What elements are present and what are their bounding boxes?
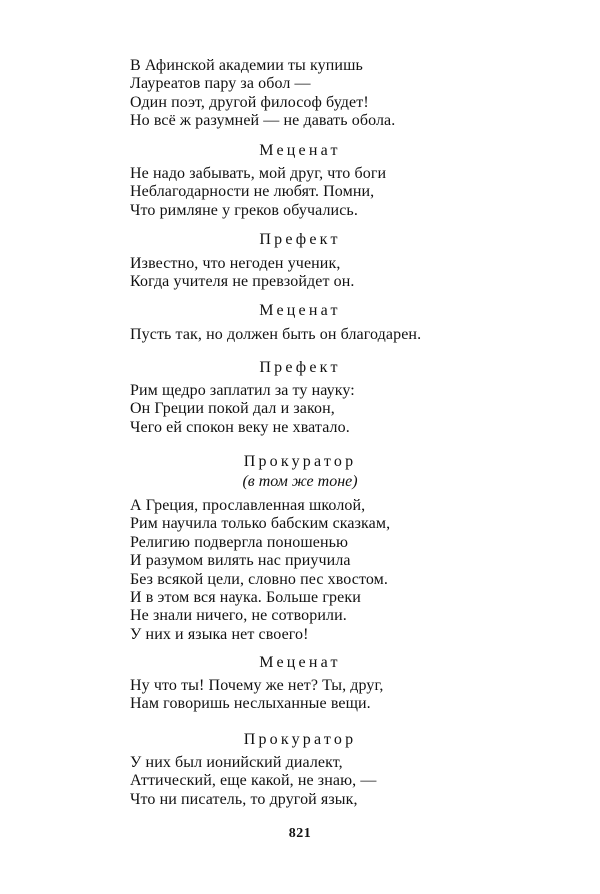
verse-line: А Греция, прославленная школой, [130, 497, 366, 514]
verse-line: Известно, что негоден ученик, [130, 255, 341, 272]
verse-line: Рим научила только бабским сказкам, [130, 515, 391, 533]
verse-line: Неблагодарности не любят. Помни, [130, 183, 375, 201]
verse-stanza-1 [130, 57, 395, 131]
verse-line: Ну что ты! Почему же нет? Ты, друг, [130, 677, 384, 694]
verse-stanza-2 [130, 165, 386, 220]
verse-line: В Афинской академии ты купишь [130, 57, 363, 74]
stage-direction: (в том же тоне) [242, 473, 358, 490]
speaker-name: Меценат [259, 654, 341, 671]
verse-stanza-4 [130, 326, 421, 344]
verse-stanza-5 [130, 382, 355, 437]
verse-line: Аттический, еще какой, не знаю, — [130, 772, 377, 790]
verse-line: И в этом вся наука. Больше греки [130, 589, 361, 607]
speaker-name: Прокуратор [243, 731, 357, 748]
verse-line: Не знали ничего, не сотворили. [130, 607, 347, 625]
verse-line: Что римляне у греков обучались. [130, 201, 358, 219]
verse-line: Чего ей спокон веку не хватало. [130, 418, 350, 436]
verse-line: И разумом вилять нас приучила [130, 552, 351, 570]
verse-stanza-3 [130, 255, 355, 292]
verse-line: Что ни писатель, то другой язык, [130, 790, 358, 808]
speaker-name: Префект [259, 231, 341, 248]
verse-line: Пусть так, но должен быть он благодарен. [130, 326, 422, 343]
verse-line: Без всякой цели, словно пес хвостом. [130, 570, 388, 588]
page-number: 821 [288, 826, 312, 841]
verse-line: Не надо забывать, мой друг, что боги [130, 165, 387, 182]
speaker-name: Меценат [259, 302, 341, 319]
verse-stanza-7 [130, 677, 383, 714]
verse-line: Но всё ж разумней — не давать обола. [130, 112, 396, 130]
verse-line: Нам говоришь неслыханные вещи. [130, 695, 371, 713]
verse-line: Религию подвергла поношенью [130, 533, 349, 551]
speaker-name: Префект [259, 359, 341, 376]
verse-line: Один поэт, другой философ будет! [130, 93, 369, 111]
verse-line: У них и языка нет своего! [130, 625, 309, 643]
verse-line: Рим щедро заплатил за ту науку: [130, 382, 355, 399]
verse-line: Лауреатов пару за обол — [130, 75, 311, 93]
speaker-name: Прокуратор [243, 453, 357, 470]
speaker-name: Меценат [259, 142, 341, 159]
verse-line: У них был ионийский диалект, [130, 754, 343, 771]
verse-stanza-8 [130, 754, 376, 809]
verse-line: Он Греции покой дал и закон, [130, 400, 335, 418]
verse-line: Когда учителя не превзойдет он. [130, 273, 355, 291]
verse-stanza-6 [130, 497, 390, 644]
